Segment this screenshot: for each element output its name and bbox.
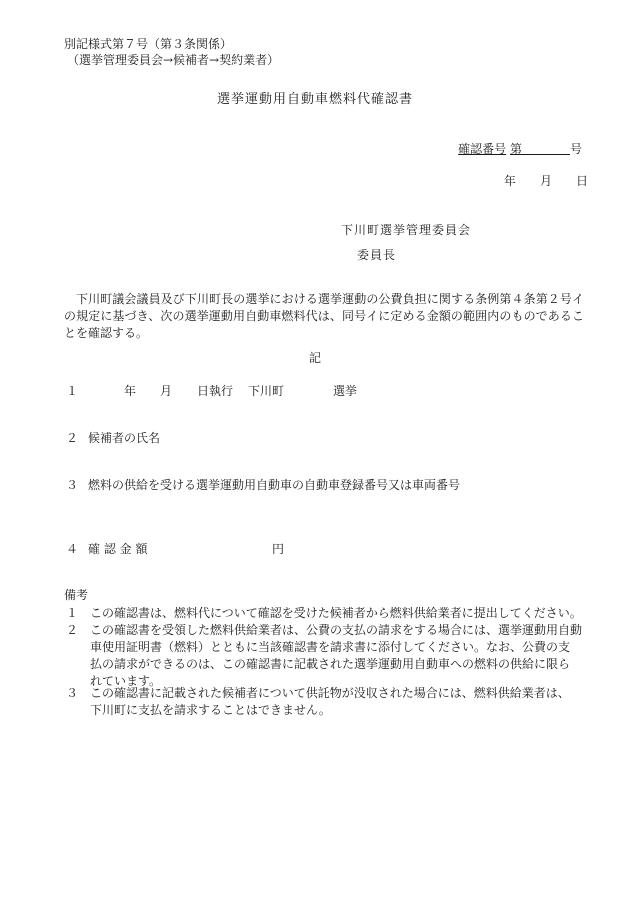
confirmation-number-label: 確認番号 <box>458 142 507 156</box>
note-3-text: この確認書に記載された候補者について供託物が没収された場合には、燃料供給業者は、 下川町に支払を請求することはできません。 <box>90 686 570 717</box>
item-3-vehicle-number <box>0 479 630 495</box>
item-1-year: 年 <box>124 384 137 398</box>
item-4-amount <box>0 543 630 559</box>
confirmation-number-prefix: 第 <box>509 142 522 156</box>
item-4-number: ４ <box>66 542 79 556</box>
notes-heading: 備考 <box>64 588 89 602</box>
note-1-text: この確認書は、燃料代について確認を受けた候補者から燃料供給業者に提出してください。 <box>90 606 582 620</box>
note-1-number: １ <box>66 606 79 620</box>
confirmation-number <box>458 143 582 155</box>
document-title: 選挙運動用自動車燃料代確認書 <box>216 92 413 107</box>
date-year: 年 <box>503 174 516 188</box>
form-number: 別記様式第７号（第３条関係） <box>64 37 233 51</box>
item-4-label: 確 認 金 額 <box>88 542 148 556</box>
note-3-number: ３ <box>66 686 79 700</box>
item-1-town: 下川町 <box>248 384 285 398</box>
item-1-election: 選挙 <box>333 384 358 398</box>
issuer-chair: 委員長 <box>357 248 397 262</box>
item-3-number: ３ <box>66 478 79 492</box>
date-month: 月 <box>539 174 552 188</box>
date-day: 日 <box>575 174 588 188</box>
body-paragraph: 下川町議会議員及び下川町長の選挙における選挙運動の公費負担に関する条例第４条第２号イの規定に基づき、次の選挙運動用自動車燃料代は、同号イに定める金額の範囲内のものであることを確認する。 <box>64 292 584 340</box>
item-3-label: 燃料の供給を受ける選挙運動用自動車の自動車登録番号又は車両番号 <box>88 478 461 492</box>
note-2-number: ２ <box>66 623 79 637</box>
route-note: （選挙管理委員会→候補者→契約業者） <box>67 53 280 67</box>
item-1-month: 月 <box>160 384 173 398</box>
item-4-unit: 円 <box>272 542 285 556</box>
item-2-candidate-name <box>0 432 630 448</box>
item-2-number: ２ <box>66 431 79 445</box>
issuer-committee: 下川町選挙管理委員会 <box>341 223 472 237</box>
item-1-election <box>0 385 630 401</box>
item-1-day-exec: 日執行 <box>197 384 234 398</box>
item-1-number: １ <box>66 384 79 398</box>
confirmation-number-field <box>510 142 570 156</box>
ki-heading: 記 <box>308 351 321 365</box>
date-line <box>504 175 588 187</box>
item-2-label: 候補者の氏名 <box>88 431 161 445</box>
confirmation-number-suffix: 号 <box>569 142 582 156</box>
note-2-text: この確認書を受領した燃料供給業者は、公費の支払の請求をする場合には、選挙運動用自動 車使用証明書（燃料）とともに当該確認書を請求書に添付してください。なお、公費の支 払の請求ができるのは、この確認書に記載された選挙運動用自動車への燃料の供給に限ら れています。 <box>90 623 583 688</box>
